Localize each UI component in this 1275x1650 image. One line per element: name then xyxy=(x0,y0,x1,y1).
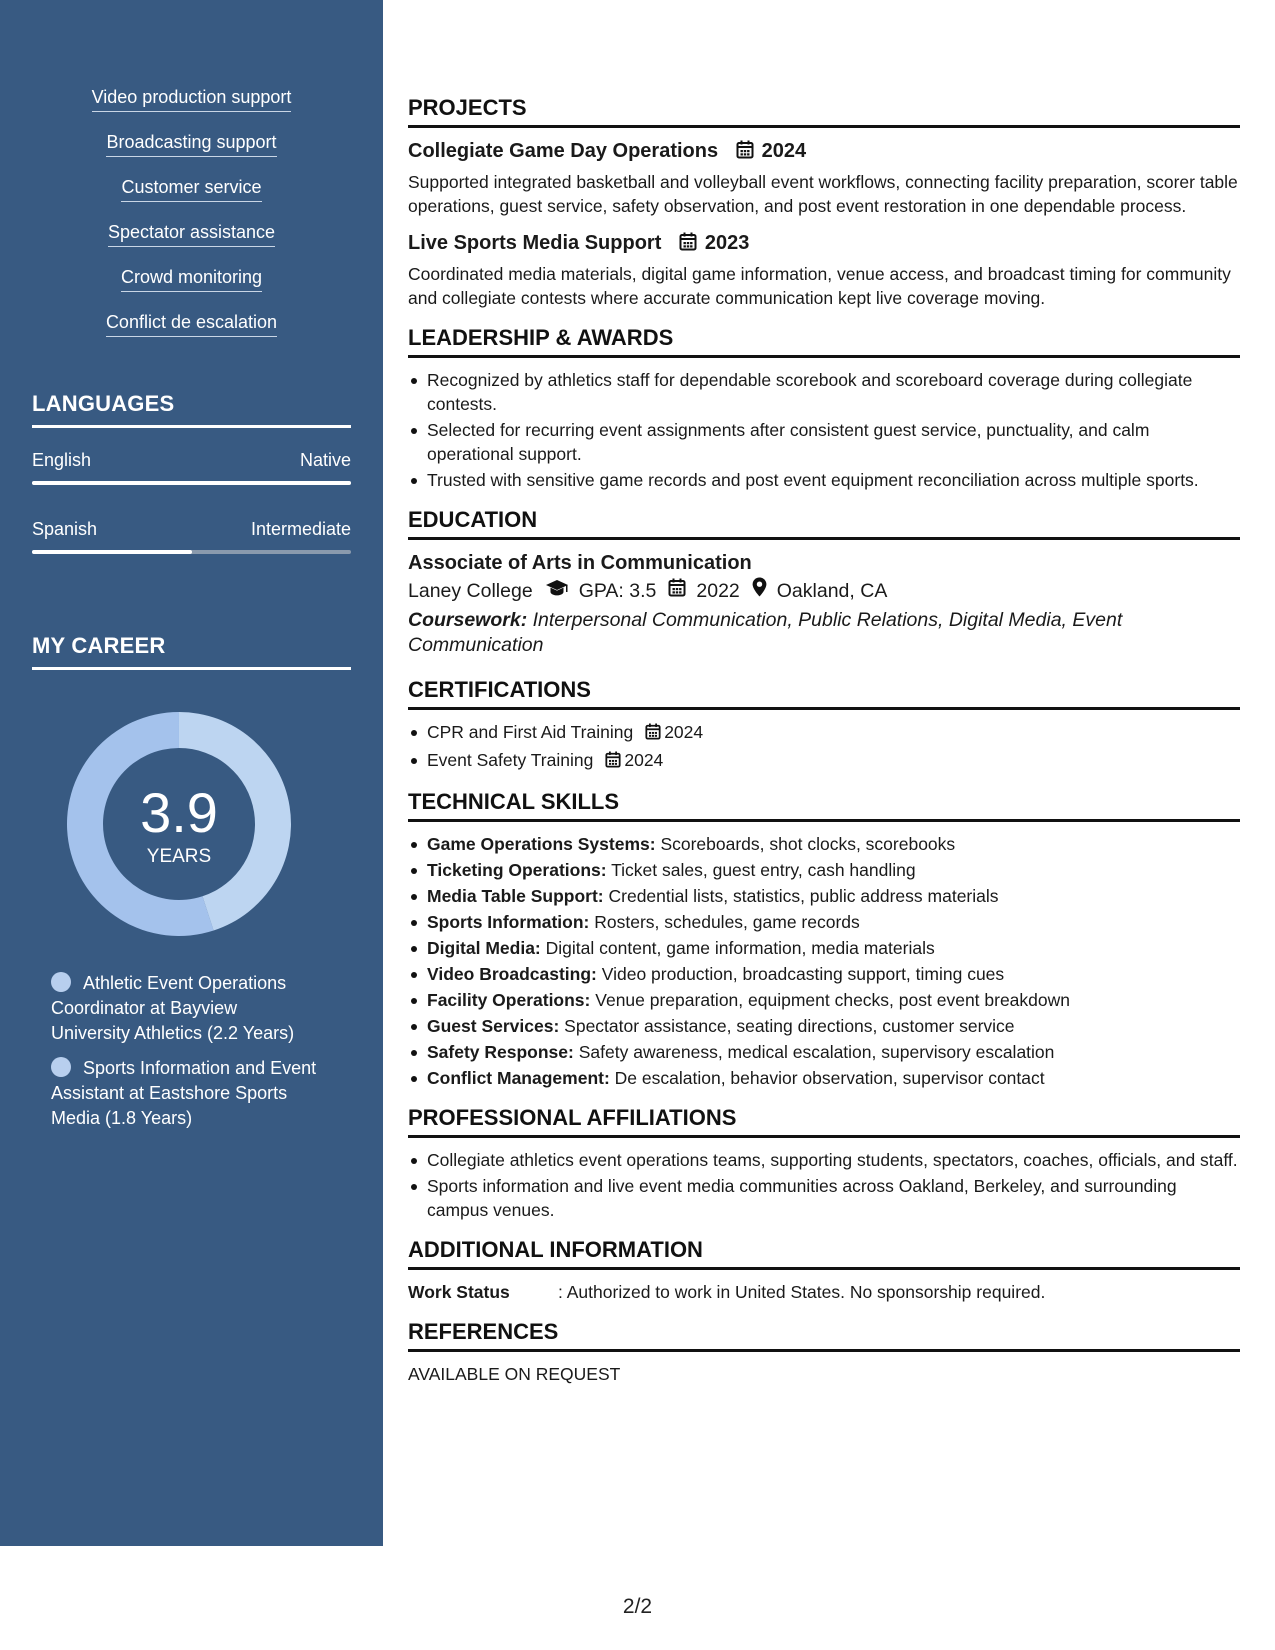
project-description: Coordinated media materials, digital game information, venue access, and broadcast timing for community and collegiate contests where accurate communication kept live coverage moving. xyxy=(408,264,1231,308)
languages-heading: LANGUAGES xyxy=(32,391,351,428)
list-item xyxy=(408,832,1240,856)
skill-category: Media Table Support: xyxy=(427,886,604,906)
skill-category: Digital Media: xyxy=(427,938,541,958)
location-pin-icon xyxy=(752,576,767,606)
skill-values: Scoreboards, shot clocks, scorebooks xyxy=(660,834,956,854)
skill-values: Safety awareness, medical escalation, supervisory escalation xyxy=(578,1042,1055,1062)
certification-year: 2024 xyxy=(664,722,704,742)
work-status-row xyxy=(408,1280,1240,1304)
list-item xyxy=(408,910,1240,934)
calendar-icon xyxy=(668,576,686,606)
coursework xyxy=(408,608,1240,658)
location: Oakland, CA xyxy=(776,580,888,602)
bullet-dot-icon xyxy=(51,972,71,992)
skill-category: Facility Operations: xyxy=(427,990,591,1010)
career-donut-chart xyxy=(66,711,292,937)
technical-skills-section xyxy=(408,788,1240,1090)
skill-tag: Conflict de escalation xyxy=(106,311,277,337)
language-name: Spanish xyxy=(32,519,98,539)
certification-year: 2024 xyxy=(624,750,664,770)
affiliations-section xyxy=(408,1104,1240,1222)
calendar-icon xyxy=(736,140,754,166)
project-year: 2023 xyxy=(704,232,750,254)
page-number: 2/2 xyxy=(622,1595,653,1618)
language-name: English xyxy=(32,450,92,470)
skill-values: Rosters, schedules, game records xyxy=(594,912,860,932)
gpa: GPA: 3.5 xyxy=(578,580,657,602)
skills-list xyxy=(0,86,383,356)
skill-values: Digital content, game information, media materials xyxy=(545,938,935,958)
list-item xyxy=(408,988,1240,1012)
project-title-row xyxy=(408,230,1240,258)
section-heading: EDUCATION xyxy=(408,506,1240,540)
coursework-list: Interpersonal Communication, Public Relations, Digital Media, Event Communication xyxy=(408,609,1123,656)
education-meta xyxy=(408,576,1240,606)
career-years-unit: YEARS xyxy=(146,846,212,867)
list-item xyxy=(408,1066,1240,1090)
language-progress-bar xyxy=(32,481,351,485)
section-heading: CERTIFICATIONS xyxy=(408,676,1240,710)
career-item-text: Athletic Event Operations Coordinator at Bayview University Athletics (2.2 Years) xyxy=(51,973,295,1043)
skill-tag: Video production support xyxy=(92,86,292,112)
list-item xyxy=(408,858,1240,882)
skill-tag: Broadcasting support xyxy=(106,131,276,157)
list-item: Trusted with sensitive game records and post event equipment reconciliation across multiple sports. xyxy=(408,468,1240,492)
calendar-icon xyxy=(645,722,661,746)
sidebar xyxy=(0,0,383,1546)
career-heading: MY CAREER xyxy=(32,633,351,670)
education-section xyxy=(408,506,1240,658)
project-title-row xyxy=(408,138,1240,166)
skill-category: Guest Services: xyxy=(427,1016,560,1036)
additional-info-section xyxy=(408,1236,1240,1304)
section-heading: TECHNICAL SKILLS xyxy=(408,788,1240,822)
leadership-section xyxy=(408,324,1240,492)
certifications-list xyxy=(408,720,1240,774)
project-year: 2024 xyxy=(761,140,807,162)
school-name: Laney College xyxy=(408,580,533,602)
list-item: Collegiate athletics event operations teams, supporting students, spectators, coaches, officials, and staff. xyxy=(408,1148,1240,1172)
coursework-label: Coursework: xyxy=(408,609,528,631)
degree-title: Associate of Arts in Communication xyxy=(408,552,752,574)
skill-tag: Crowd monitoring xyxy=(121,266,262,292)
work-status-label: Work Status xyxy=(408,1282,510,1302)
list-item xyxy=(408,962,1240,986)
list-item xyxy=(408,748,1240,774)
section-heading: REFERENCES xyxy=(408,1318,1240,1352)
language-english xyxy=(32,449,351,485)
skill-category: Safety Response: xyxy=(427,1042,574,1062)
references-section xyxy=(408,1318,1240,1386)
skill-values: Credential lists, statistics, public address materials xyxy=(608,886,999,906)
project-title: Live Sports Media Support xyxy=(408,232,662,254)
calendar-icon xyxy=(679,232,697,258)
section-heading: ADDITIONAL INFORMATION xyxy=(408,1236,1240,1270)
language-spanish xyxy=(32,518,351,554)
calendar-icon xyxy=(605,750,621,774)
list-item: Selected for recurring event assignments after consistent guest service, punctuality, and calm operational support. xyxy=(408,418,1240,466)
language-progress-fill xyxy=(32,481,351,485)
references-text: AVAILABLE ON REQUEST xyxy=(408,1364,621,1384)
certification-name: Event Safety Training xyxy=(427,750,594,770)
language-progress-fill xyxy=(32,550,192,554)
skill-values: Ticket sales, guest entry, cash handling xyxy=(611,860,916,880)
language-level: Intermediate xyxy=(250,519,351,539)
skill-values: Spectator assistance, seating directions, customer service xyxy=(564,1016,1015,1036)
certifications-section xyxy=(408,676,1240,774)
section-heading: PROJECTS xyxy=(408,94,1240,128)
career-list xyxy=(51,971,321,1141)
work-status-value: : Authorized to work in United States. No sponsorship required. xyxy=(558,1282,1046,1302)
list-item xyxy=(408,720,1240,746)
skill-category: Ticketing Operations: xyxy=(427,860,607,880)
skill-tag: Spectator assistance xyxy=(108,221,275,247)
affiliations-list xyxy=(408,1148,1240,1222)
skill-category: Sports Information: xyxy=(427,912,590,932)
projects-section xyxy=(408,94,1240,310)
graduation-year: 2022 xyxy=(696,580,740,602)
career-item xyxy=(51,1056,321,1131)
list-item xyxy=(408,1040,1240,1064)
list-item xyxy=(408,1014,1240,1038)
skill-category: Game Operations Systems: xyxy=(427,834,656,854)
list-item: Recognized by athletics staff for dependable scorebook and scoreboard coverage during collegiate contests. xyxy=(408,368,1240,416)
language-level: Native xyxy=(299,450,351,470)
list-item: Sports information and live event media communities across Oakland, Berkeley, and surrounding campus venues. xyxy=(408,1174,1240,1222)
career-item xyxy=(51,971,321,1046)
section-heading: PROFESSIONAL AFFILIATIONS xyxy=(408,1104,1240,1138)
skill-values: De escalation, behavior observation, supervisor contact xyxy=(614,1068,1045,1088)
list-item xyxy=(408,884,1240,908)
career-item-text: Sports Information and Event Assistant at Eastshore Sports Media (1.8 Years) xyxy=(51,1058,317,1128)
project-description: Supported integrated basketball and volleyball event workflows, connecting facility preparation, scorer table operations, guest service, safety observation, and post event restoration in one dependable process. xyxy=(408,172,1238,216)
skill-values: Venue preparation, equipment checks, post event breakdown xyxy=(595,990,1071,1010)
list-item xyxy=(408,936,1240,960)
career-years-value: 3.9 xyxy=(140,781,218,844)
skill-category: Video Broadcasting: xyxy=(427,964,597,984)
skill-values: Video production, broadcasting support, timing cues xyxy=(601,964,1005,984)
graduation-cap-icon xyxy=(545,576,569,606)
project-title: Collegiate Game Day Operations xyxy=(408,140,719,162)
skill-tag: Customer service xyxy=(121,176,261,202)
technical-skills-list xyxy=(408,832,1240,1090)
bullet-dot-icon xyxy=(51,1057,71,1077)
main-content xyxy=(408,94,1240,1400)
skill-category: Conflict Management: xyxy=(427,1068,610,1088)
section-heading: LEADERSHIP & AWARDS xyxy=(408,324,1240,358)
leadership-list xyxy=(408,368,1240,492)
certification-name: CPR and First Aid Training xyxy=(427,722,634,742)
language-progress-bar xyxy=(32,550,351,554)
